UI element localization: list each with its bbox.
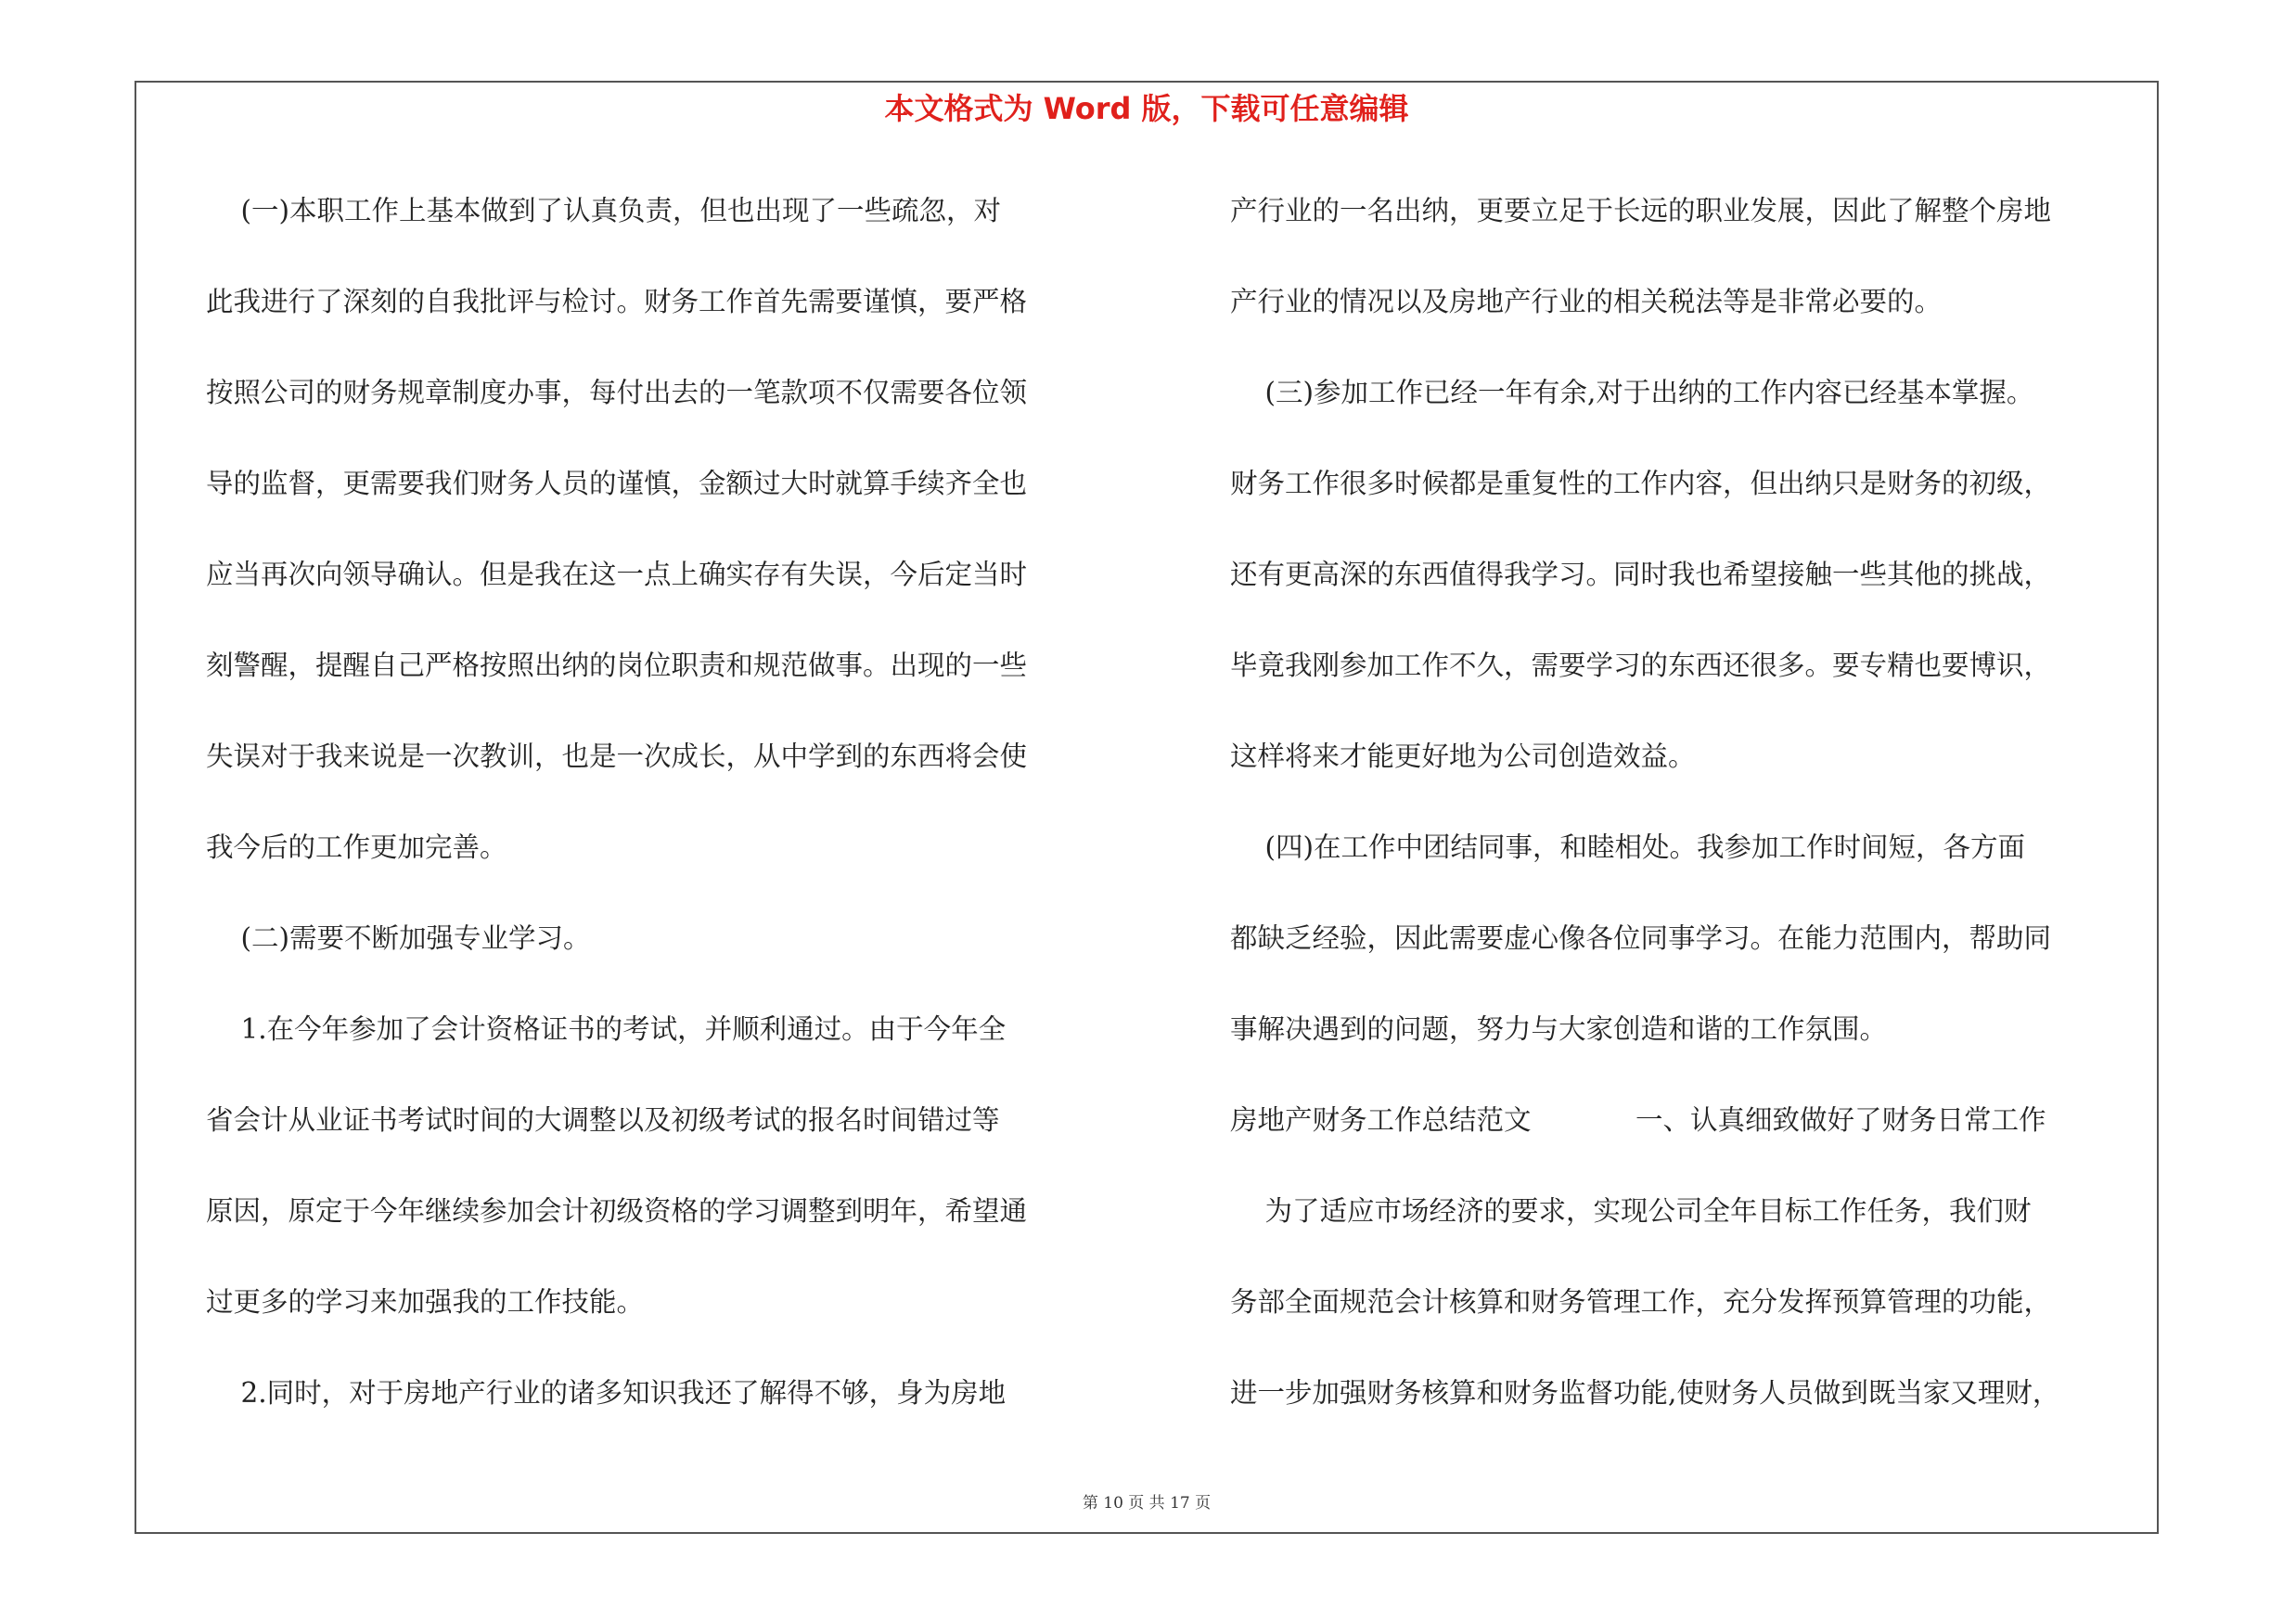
text-line: (三)参加工作已经一年有余,对于出纳的工作内容已经基本掌握。 [1230,377,2034,408]
text-line: 毕竟我刚参加工作不久，需要学习的东西还很多。要专精也要博识， [1230,650,2052,681]
text-line: 过更多的学习来加强我的工作技能。 [206,1286,645,1318]
text-line: 务部全面规范会计核算和财务管理工作，充分发挥预算管理的功能， [1230,1286,2052,1318]
text-line: (一)本职工作上基本做到了认真负责，但也出现了一些疏忽，对 [206,195,1002,226]
text-line: 导的监督，更需要我们财务人员的谨慎，金额过大时就算手续齐全也 [206,468,1028,499]
text-line: 刻警醒，提醒自己严格按照出纳的岗位职责和规范做事。出现的一些 [206,650,1028,681]
text-line: 这样将来才能更好地为公司创造效益。 [1230,741,1696,772]
text-line: 事解决遇到的问题，努力与大家创造和谐的工作氛围。 [1230,1013,1888,1045]
text-line: 进一步加强财务核算和财务监督功能,使财务人员做到既当家又理财， [1230,1377,2060,1409]
text-line: 还有更高深的东西值得我学习。同时我也希望接触一些其他的挑战， [1230,559,2052,590]
text-line: 此我进行了深刻的自我批评与检讨。财务工作首先需要谨慎，要严格 [206,286,1028,317]
text-line: 为了适应市场经济的要求，实现公司全年目标工作任务，我们财 [1230,1195,2032,1227]
left-column [206,183,1124,1456]
text-line: 产行业的情况以及房地产行业的相关税法等是非常必要的。 [1230,286,1943,317]
text-line: (四)在工作中团结同事，和睦相处。我参加工作时间短，各方面 [1230,831,2026,863]
page-number: 第 10 页 共 17 页 [1082,1494,1212,1513]
section-heading-line: 房地产财务工作总结范文 一、认真细致做好了财务日常工作 [1230,1104,2046,1136]
text-line: 失误对于我来说是一次教训，也是一次成长，从中学到的东西将会使 [206,741,1028,772]
text-line: 省会计从业证书考试时间的大调整以及初级考试的报名时间错过等 [206,1104,1000,1136]
text-line: 都缺乏经验，因此需要虚心像各位同事学习。在能力范围内，帮助同 [1230,922,2052,954]
text-line: 应当再次向领导确认。但是我在这一点上确实存有失误，今后定当时 [206,559,1028,590]
right-column [1230,183,2148,1456]
text-line: 2.同时，对于房地产行业的诸多知识我还了解得不够，身为房地 [206,1377,1007,1409]
text-line: 原因，原定于今年继续参加会计初级资格的学习调整到明年，希望通 [206,1195,1028,1227]
page-header-notice: 本文格式为 Word 版，下载可任意编辑 [884,91,1409,126]
text-line: 财务工作很多时候都是重复性的工作内容，但出纳只是财务的初级， [1230,468,2052,499]
text-line: 我今后的工作更加完善。 [206,831,507,863]
text-line: (二)需要不断加强专业学习。 [206,922,591,954]
text-line: 产行业的一名出纳，更要立足于长远的职业发展，因此了解整个房地 [1230,195,2052,226]
text-line: 1.在今年参加了会计资格证书的考试，并顺利通过。由于今年全 [206,1013,1007,1045]
text-line: 按照公司的财务规章制度办事，每付出去的一笔款项不仅需要各位领 [206,377,1028,408]
